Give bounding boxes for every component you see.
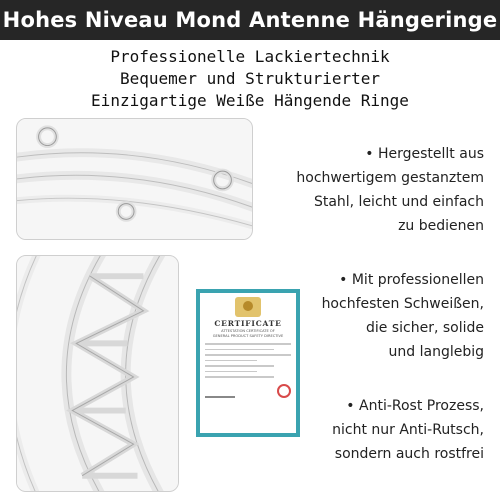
feature-line: nicht nur Anti-Rutsch, bbox=[332, 422, 484, 438]
certificate-footer bbox=[205, 384, 291, 398]
certificate-signature bbox=[205, 396, 235, 398]
certificate-title: CERTIFICATE bbox=[214, 319, 282, 328]
certificate-subtitle bbox=[205, 329, 291, 339]
certificate-line bbox=[205, 371, 257, 373]
certificate-line bbox=[205, 365, 274, 367]
feature-line: hochwertigem gestanztem bbox=[296, 170, 484, 186]
certificate-image bbox=[196, 289, 300, 437]
feature-line: und langlebig bbox=[388, 344, 484, 360]
certificate-subtitle-line: ATTESTATION CERTIFICATE OF bbox=[221, 329, 275, 333]
subtitle-line: Professionelle Lackiertechnik bbox=[110, 47, 390, 66]
subtitle-line: Einzigartige Weiße Hängende Ringe bbox=[91, 91, 409, 110]
certificate-emblem-icon bbox=[235, 297, 261, 317]
feature-welding bbox=[322, 268, 484, 364]
certificate-line bbox=[205, 360, 257, 362]
ring-lattice-photo bbox=[16, 255, 179, 492]
feature-anti-rust bbox=[332, 394, 484, 466]
certificate-body-lines bbox=[205, 343, 291, 378]
certificate-subtitle-line: GENERAL PRODUCT SAFETY DIRECTIVE bbox=[212, 334, 284, 338]
feature-steel bbox=[296, 142, 484, 238]
feature-line: hochfesten Schweißen, bbox=[321, 296, 484, 312]
ring-hooks-photo bbox=[16, 118, 253, 240]
ring-lattice-image bbox=[17, 256, 178, 491]
ring-hooks-image bbox=[17, 119, 252, 239]
certificate-line bbox=[205, 354, 291, 356]
certificate-seal-icon bbox=[277, 384, 291, 398]
certificate-line bbox=[205, 376, 274, 378]
feature-line: • Mit professionellen bbox=[339, 272, 484, 288]
feature-line: • Anti-Rost Prozess, bbox=[346, 398, 484, 414]
feature-line: sondern auch rostfrei bbox=[334, 446, 484, 462]
page-title: Hohes Niveau Mond Antenne Hängeringe bbox=[2, 8, 498, 32]
certificate-line bbox=[205, 349, 274, 351]
page-title-bar bbox=[0, 0, 500, 40]
certificate-line bbox=[205, 343, 291, 345]
subtitle-line: Bequemer und Strukturierter bbox=[119, 69, 381, 88]
feature-line: Stahl, leicht und einfach bbox=[313, 194, 484, 210]
subtitle-block bbox=[0, 46, 500, 112]
feature-line: zu bedienen bbox=[398, 218, 484, 234]
feature-line: • Hergestellt aus bbox=[365, 146, 484, 162]
feature-line: die sicher, solide bbox=[365, 320, 484, 336]
